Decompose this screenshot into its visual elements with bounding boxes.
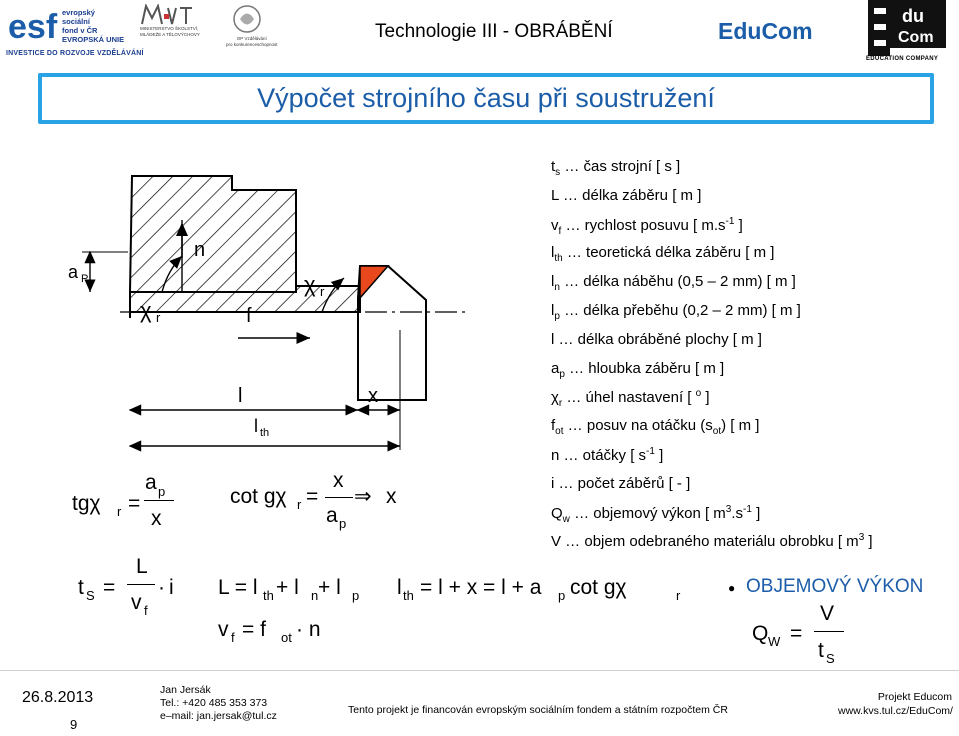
edu-caption: EDUCATION COMPANY (866, 56, 939, 62)
legend-sym: l (551, 273, 555, 291)
project-name: Projekt Educom (877, 691, 952, 703)
esf-line: fond v ČR (62, 26, 98, 35)
legend-sup2: -1 (743, 503, 752, 515)
vf-lhs: v (218, 618, 229, 641)
lth-tail: cot gχ (570, 576, 627, 599)
legend-sym: a (551, 359, 560, 377)
tg-num-sub: p (158, 484, 166, 499)
legend-tail: ] (864, 533, 873, 551)
legend-sup: 3 (725, 503, 732, 515)
op-logo-icon (232, 4, 262, 34)
esf-text (62, 8, 124, 44)
label-lth-sub: th (260, 427, 270, 439)
label-chi-left: χ (140, 298, 152, 323)
legend-sub: p (559, 368, 565, 380)
ts-num: L (136, 555, 148, 578)
legend-tail: ) [ m ] (721, 417, 760, 435)
legend-sym: L (551, 186, 559, 204)
lth-rhs: = l + x = l + a (420, 576, 542, 599)
msmt-line: MINISTERSTVO ŠKOLSTVÍ, (140, 26, 199, 31)
cot-lhs: cot gχ (230, 485, 287, 508)
legend-item (551, 244, 774, 264)
msmt-text (140, 26, 200, 37)
legend-sym: i (551, 474, 555, 492)
legend-text: … délka přeběhu (0,2 – 2 mm) [ m ] (559, 302, 801, 319)
tool-tip (360, 266, 388, 298)
tg-num: a (145, 471, 157, 494)
qw-lhs: Q (752, 622, 769, 645)
funding-note: Tento projekt je financován evropským sociálním fondem a státním rozpočtem ČR (348, 704, 728, 716)
tg-lhs-sub: r (117, 504, 122, 519)
lth-lhs: l (397, 576, 402, 599)
label-chi-right: χ (304, 272, 316, 297)
project-url[interactable]: www.kvs.tul.cz/EduCom/ (838, 705, 953, 717)
legend-tail2: ] (751, 504, 761, 522)
footer-author (160, 684, 277, 723)
tg-equals: = (128, 492, 141, 515)
qw-equals: = (790, 622, 803, 645)
footer-divider (0, 670, 959, 671)
workpiece-hatched-body (130, 176, 296, 292)
L-sub3: p (352, 588, 360, 603)
legend-sym: l (551, 244, 555, 262)
legend-sub2: ot (712, 426, 722, 438)
page-title: Výpočet strojního času při soustružení (257, 83, 715, 113)
page-number: 9 (70, 717, 78, 732)
legend-tail: ] (701, 389, 710, 407)
legend-sup: 3 (858, 532, 865, 544)
legend-tail: ] (734, 216, 743, 234)
legend-item (551, 388, 710, 409)
legend-item (551, 273, 796, 293)
legend-sub: f (558, 225, 562, 237)
legend-sub: ot (555, 426, 564, 438)
tg-lhs: tgχ (72, 492, 101, 515)
qw-den-sub: S (826, 651, 835, 666)
cot-equals: = (306, 485, 319, 508)
ts-lhs: t (78, 576, 84, 599)
label-chi-left-sub: r (156, 310, 161, 325)
label-x: x (368, 385, 378, 407)
edu-logo-com: Com (898, 29, 934, 46)
legend-text: … délka obráběné plochy [ m ] (554, 330, 762, 348)
cot-lhs-sub: r (297, 497, 302, 512)
legend-sym: Q (551, 504, 563, 522)
legend-text: … otáčky [ s (559, 447, 647, 464)
legend-tail: .s (731, 504, 744, 522)
qw-fraction-line (814, 631, 844, 632)
legend-sup: o (695, 388, 702, 400)
legend-sym: χ (551, 389, 559, 407)
author-name: Jan Jersák (160, 684, 211, 696)
ts-dot: · (158, 576, 165, 599)
vf-rhs-sub: ot (281, 630, 292, 645)
label-f: f (246, 305, 252, 327)
op-line: pro konkurenceschopnost (226, 41, 278, 47)
L-eq: L = l (218, 576, 258, 599)
ts-den-sub: f (144, 603, 148, 618)
legend-item (551, 532, 873, 550)
author-phone: Tel.: +420 485 353 373 (160, 697, 268, 709)
label-l: l (238, 385, 243, 407)
edu-logo-e: E (868, 0, 869, 1)
legend-sub: n (554, 282, 560, 294)
label-ap-sub: P (81, 273, 89, 285)
vf-rhs: = f (242, 618, 266, 641)
msmt-line: MLÁDEŽE A TĚLOVÝCHOVY (140, 31, 200, 37)
legend-text: … hloubka záběru [ m ] (564, 359, 725, 377)
esf-logo-icon (6, 6, 60, 46)
label-ap: a (68, 262, 79, 282)
legend-item (551, 475, 690, 492)
qw-lhs-sub: W (768, 634, 781, 649)
legend-text: … objem odebraného materiálu obrobku [ m (561, 533, 859, 551)
title-box (38, 73, 934, 124)
legend-text: … délka náběhu (0,5 – 2 mm) [ m ] (559, 273, 796, 291)
legend-sub: th (554, 253, 563, 265)
legend-item (551, 331, 762, 348)
turning-diagram (60, 150, 540, 460)
legend-text: … úhel nastavení [ (562, 389, 696, 407)
cot-den-sub: p (339, 516, 347, 531)
cot-fraction-line (325, 497, 353, 498)
legend-sup: -1 (725, 215, 735, 227)
legend-text: … rychlost posuvu [ m.s (561, 216, 726, 234)
tg-fraction-line (144, 500, 174, 501)
objemovy-heading: OBJEMOVÝ VÝKON (746, 576, 924, 597)
bullet-icon: ● (728, 581, 736, 595)
legend-sub: r (558, 398, 563, 410)
legend-sub: p (554, 311, 560, 322)
cot-num: x (333, 469, 344, 492)
legend-text: … počet záběrů [ - ] (554, 474, 691, 492)
legend-sym: v (551, 216, 559, 234)
footer-project (838, 690, 952, 718)
L-plus1: + l (276, 576, 299, 599)
legend-sym: n (551, 447, 560, 464)
educom-logo-icon (868, 0, 946, 62)
msmt-logo-icon (140, 4, 196, 26)
tg-den: x (151, 507, 162, 530)
brand-name: EduCom (718, 18, 813, 44)
legend-text: … teoretická délka záběru [ m ] (562, 244, 775, 262)
legend-text: … objemový výkon [ m (569, 504, 726, 522)
footer-date: 26.8.2013 (22, 689, 94, 706)
legend-sup: -1 (646, 446, 655, 457)
ts-lhs-sub: S (86, 588, 95, 603)
author-email[interactable]: e–mail: jan.jersak@tul.cz (160, 710, 277, 722)
cutting-tool (358, 266, 426, 400)
course-title: Technologie III - OBRÁBĚNÍ (375, 21, 613, 42)
ts-den: v (131, 591, 142, 614)
legend-item (551, 446, 663, 464)
L-sub1: th (263, 588, 274, 603)
op-text (226, 36, 278, 47)
ts-mult: i (169, 576, 174, 599)
legend-item (551, 158, 680, 178)
edu-logo-du: du (902, 6, 924, 26)
legend-sub: s (555, 167, 561, 178)
esf-line: EVROPSKÁ UNIE (62, 35, 125, 44)
op-line: OP Vzdělávání (236, 36, 267, 41)
lth-lhs-sub: th (403, 588, 414, 603)
lth-rhs-sub: p (558, 588, 566, 603)
label-chi-right-sub: r (320, 284, 325, 299)
legend-item (551, 187, 701, 204)
cot-den: a (326, 504, 338, 527)
L-sub2: n (311, 588, 319, 603)
vf-tail: · n (296, 618, 321, 641)
ts-equals: = (103, 576, 116, 599)
legend-text: … čas strojní [ s ] (560, 158, 681, 175)
L-plus2: + l (318, 576, 341, 599)
legend-item (551, 360, 724, 380)
label-n: n (194, 239, 206, 261)
cot-result: x (386, 485, 397, 508)
workpiece (130, 176, 360, 318)
esf-logo-label: esf (8, 8, 58, 46)
legend-item (551, 504, 760, 525)
esf-line: evropský (62, 8, 95, 17)
lth-tail-sub: r (676, 588, 681, 603)
esf-line: sociální (62, 17, 90, 26)
legend-item (551, 216, 743, 237)
legend-sym: l (551, 302, 555, 319)
legend-item (551, 417, 759, 437)
implies-arrow: ⇒ (354, 485, 372, 508)
legend-sym: V (551, 533, 562, 551)
legend-sym: t (551, 158, 556, 175)
legend-sym: l (551, 330, 555, 348)
qw-den: t (818, 639, 824, 662)
legend-tail: ] (654, 447, 664, 464)
ts-fraction-line (127, 584, 155, 585)
label-lth: l (254, 416, 258, 436)
legend-item (551, 302, 801, 322)
legend-sym: f (551, 417, 556, 435)
legend-text: … délka záběru [ m ] (558, 186, 702, 204)
legend-sub: w (562, 513, 570, 525)
vf-lhs-sub: f (231, 630, 235, 645)
qw-num: V (820, 602, 835, 625)
legend-text: … posuv na otáčku (s (563, 417, 713, 435)
esf-bottom-text: INVESTICE DO ROZVOJE VZDĚLÁVÁNÍ (6, 50, 144, 57)
